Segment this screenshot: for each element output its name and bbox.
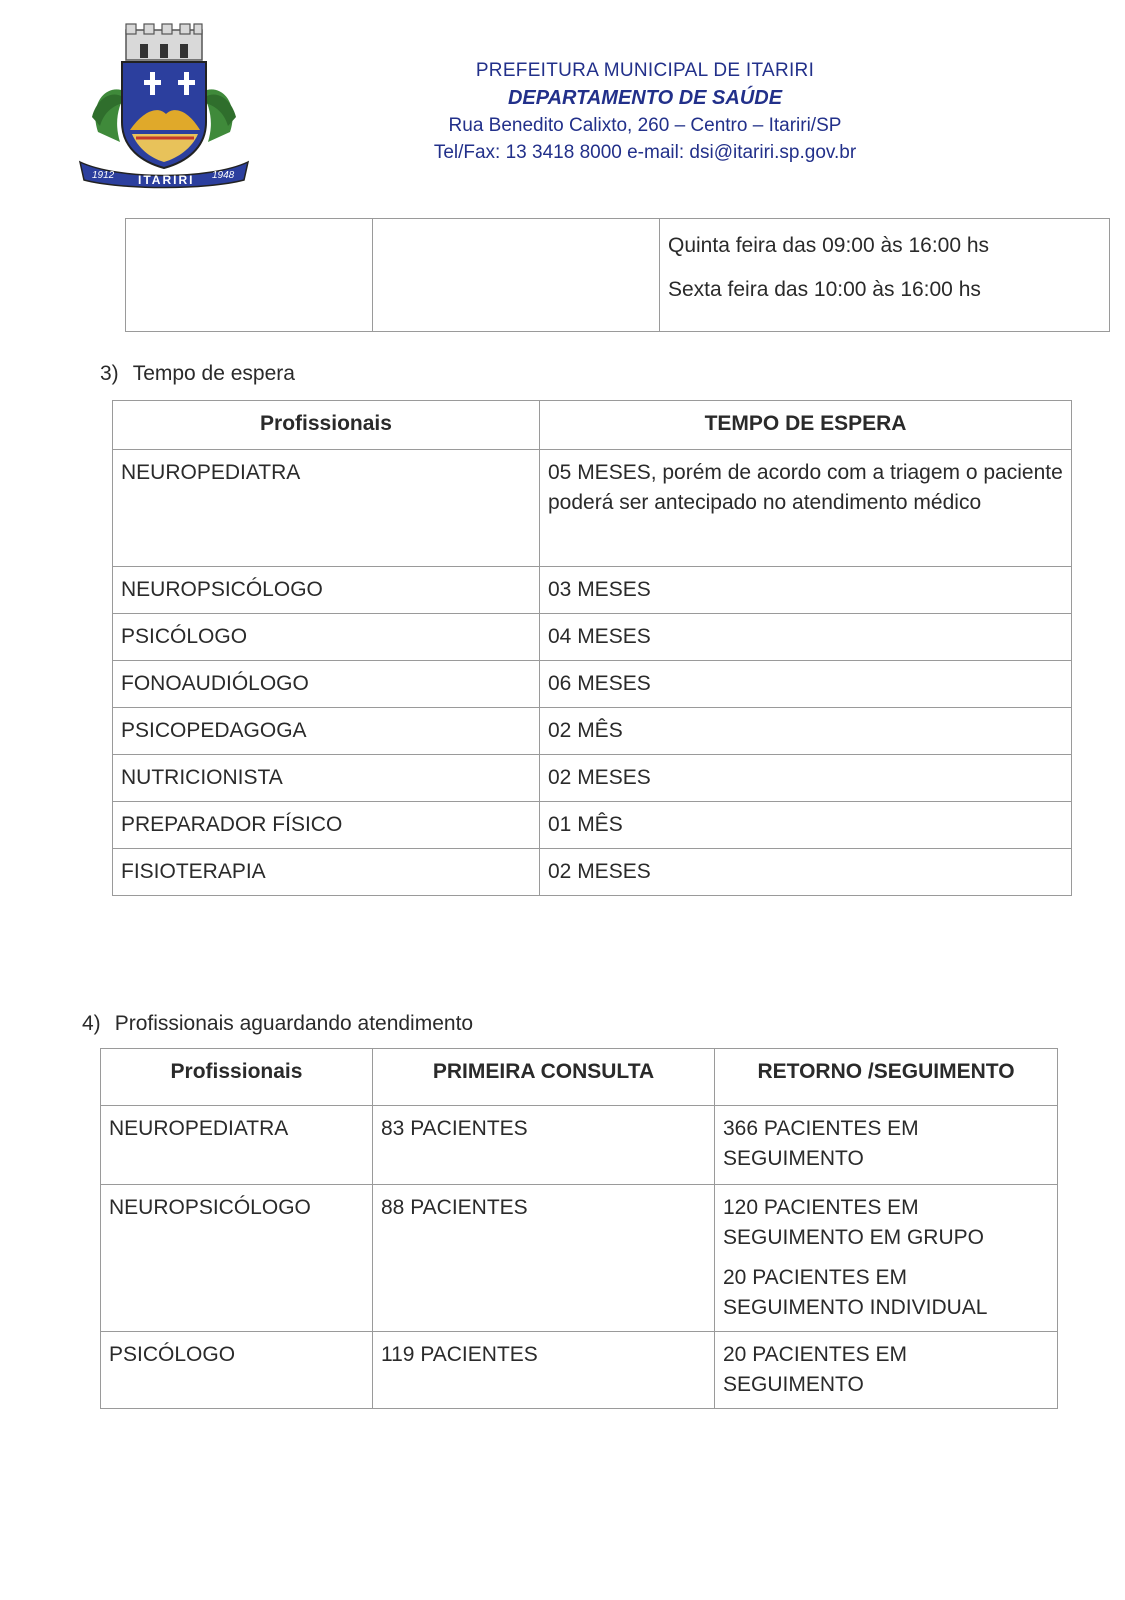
profession-cell: NEUROPEDIATRA [113, 450, 540, 567]
profession-cell: PREPARADOR FÍSICO [113, 802, 540, 849]
table-row [113, 802, 1072, 849]
wait-time-cell: 05 MESES, porém de acordo com a triagem o paciente poderá ser antecipado no atendimento médico [540, 450, 1072, 567]
section-number: 4) [82, 1012, 101, 1035]
column-header: RETORNO /SEGUIMENTO [715, 1049, 1058, 1106]
return-line: 20 PACIENTES EM SEGUIMENTO [723, 1343, 907, 1396]
profession-cell: PSICOPEDAGOGA [113, 708, 540, 755]
schedule-line: Quinta feira das 09:00 às 16:00 hs [668, 234, 990, 257]
table-row [113, 755, 1072, 802]
prefeitura-title: PREFEITURA MUNICIPAL DE ITARIRI [475, 60, 815, 81]
table-row [113, 450, 1072, 567]
wait-time-cell: 01 MÊS [540, 802, 1072, 849]
wait-time-cell: 04 MESES [540, 614, 1072, 661]
wait-time-cell: 02 MESES [540, 755, 1072, 802]
profession-cell: PSICÓLOGO [113, 614, 540, 661]
column-header: Profissionais [113, 401, 540, 450]
table-header-row [113, 401, 1072, 450]
letterhead [300, 58, 990, 166]
waiting-time-table [112, 400, 1072, 896]
profession-cell: NEUROPSICÓLOGO [101, 1185, 373, 1332]
schedule-cell [660, 219, 1110, 332]
column-header: TEMPO DE ESPERA [540, 401, 1072, 450]
profession-cell: NEUROPEDIATRA [101, 1106, 373, 1185]
return-cell [715, 1106, 1058, 1185]
return-cell [715, 1332, 1058, 1409]
return-cell [715, 1185, 1058, 1332]
schedule-table [125, 218, 1110, 332]
section-title: Profissionais aguardando atendimento [114, 1012, 474, 1035]
profession-cell: FONOAUDIÓLOGO [113, 661, 540, 708]
profession-cell: NEUROPSICÓLOGO [113, 567, 540, 614]
empty-cell [126, 219, 373, 332]
crest-city-name: ITARIRI [138, 173, 195, 187]
profession-cell: FISIOTERAPIA [113, 849, 540, 896]
column-header: Profissionais [101, 1049, 373, 1106]
table-row [101, 1185, 1058, 1332]
table-row [113, 614, 1072, 661]
first-consult-cell: 88 PACIENTES [373, 1185, 715, 1332]
address-line: Rua Benedito Calixto, 260 – Centro – Itariri/SP [448, 115, 842, 136]
table-row [101, 1106, 1058, 1185]
schedule-line: Sexta feira das 10:00 às 16:00 hs [668, 278, 981, 301]
table-row [113, 849, 1072, 896]
municipal-crest-logo [78, 22, 250, 190]
section-number: 3) [100, 362, 119, 385]
section-title: Tempo de espera [132, 362, 295, 385]
section-4-heading [82, 1012, 473, 1036]
patients-waiting-table [100, 1048, 1058, 1409]
contact-line: Tel/Fax: 13 3418 8000 e-mail: dsi@itariri.sp.gov.br [433, 142, 857, 163]
profession-cell: PSICÓLOGO [101, 1332, 373, 1409]
wait-time-cell: 06 MESES [540, 661, 1072, 708]
table-row [101, 1332, 1058, 1409]
wait-time-cell: 02 MESES [540, 849, 1072, 896]
profession-cell: NUTRICIONISTA [113, 755, 540, 802]
table-row [113, 708, 1072, 755]
section-3-heading [100, 362, 295, 386]
table-row [113, 567, 1072, 614]
empty-cell [373, 219, 660, 332]
return-line: 366 PACIENTES EM SEGUIMENTO [723, 1117, 919, 1170]
crest-year-left: 1912 [92, 170, 115, 181]
first-consult-cell: 83 PACIENTES [373, 1106, 715, 1185]
wait-time-cell: 03 MESES [540, 567, 1072, 614]
first-consult-cell: 119 PACIENTES [373, 1332, 715, 1409]
return-line: 120 PACIENTES EM SEGUIMENTO EM GRUPO [723, 1196, 984, 1249]
table-row [113, 661, 1072, 708]
table-header-row [101, 1049, 1058, 1106]
crest-year-right: 1948 [212, 170, 235, 181]
wait-time-cell: 02 MÊS [540, 708, 1072, 755]
column-header: PRIMEIRA CONSULTA [373, 1049, 715, 1106]
return-line: 20 PACIENTES EM SEGUIMENTO INDIVIDUAL [723, 1266, 988, 1319]
table-row [126, 219, 1110, 332]
department-title: DEPARTAMENTO DE SAÚDE [507, 87, 783, 109]
